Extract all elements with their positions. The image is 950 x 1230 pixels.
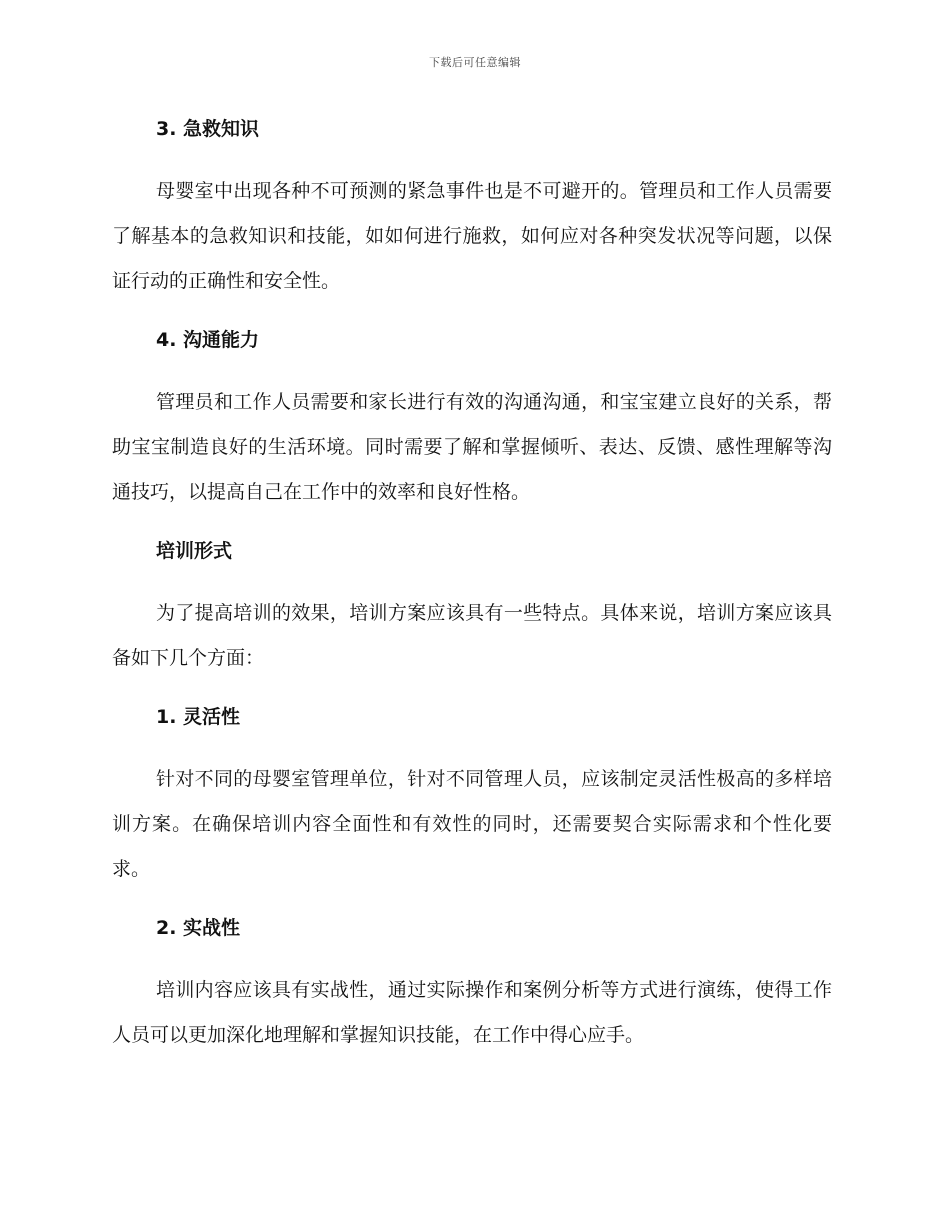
section-paragraph-flexibility: 针对不同的母婴室管理单位，针对不同管理人员，应该制定灵活性极高的多样培训方案。在确保培训内容全面性和有效性的同时，还需要契合实际需求和个性化要求。 (112, 768, 832, 880)
section-paragraph-communication: 管理员和工作人员需要和家长进行有效的沟通沟通，和宝宝建立良好的关系，帮助宝宝制造良好的生活环境。同时需要了解和掌握倾听、表达、反馈、感性理解等沟通技巧，以提高自己在工作中的效率和良好性格。 (112, 391, 832, 503)
section-heading-practicality: 2. 实战性 (156, 917, 241, 939)
section-heading-training-format: 培训形式 (156, 540, 233, 562)
section-paragraph-first-aid: 母婴室中出现各种不可预测的紧急事件也是不可避开的。管理员和工作人员需要了解基本的急救知识和技能，如如何进行施救，如何应对各种突发状况等问题，以保证行动的正确性和安全性。 (112, 180, 832, 292)
section-paragraph-practicality: 培训内容应该具有实战性，通过实际操作和案例分析等方式进行演练，使得工作人员可以更加深化地理解和掌握知识技能，在工作中得心应手。 (112, 979, 832, 1046)
section-heading-flexibility: 1. 灵活性 (156, 706, 241, 728)
section-paragraph-training-format: 为了提高培训的效果，培训方案应该具有一些特点。具体来说，培训方案应该具备如下几个方面： (112, 602, 832, 669)
section-heading-first-aid: 3. 急救知识 (156, 118, 260, 140)
section-heading-communication: 4. 沟通能力 (156, 329, 260, 351)
document-body (112, 113, 832, 1058)
page-header-note: 下载后可任意编辑 (429, 56, 521, 69)
